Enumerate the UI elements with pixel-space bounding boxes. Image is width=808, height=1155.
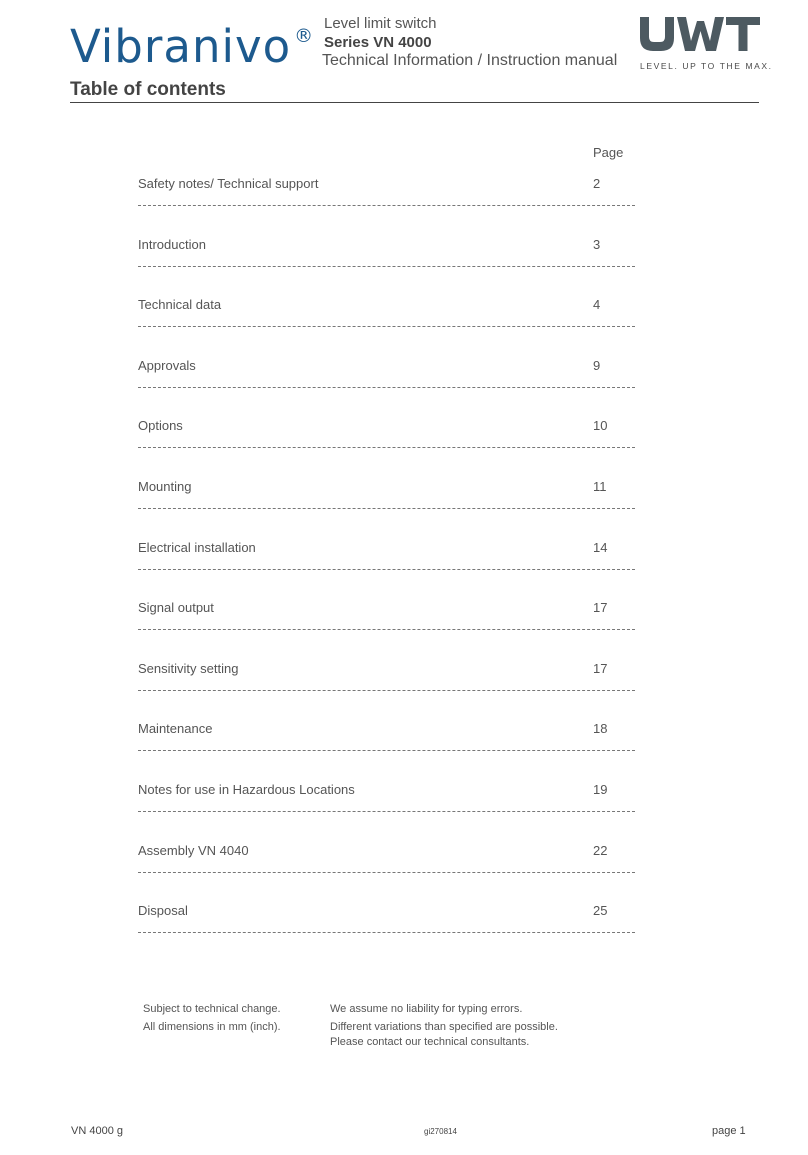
note-variations: Different variations than specified are possible. — [330, 1021, 558, 1033]
toc-item-page: 22 — [593, 842, 608, 858]
toc-page-header: Page — [593, 145, 624, 160]
toc-item-title: Sensitivity setting — [138, 660, 239, 676]
toc-item — [138, 843, 635, 904]
toc-item — [138, 661, 635, 722]
toc-item — [138, 297, 635, 358]
toc-dashed-separator — [138, 205, 635, 206]
toc-dashed-separator — [138, 690, 635, 691]
toc-dashed-separator — [138, 508, 635, 509]
section-title: Table of contents — [70, 79, 226, 100]
toc-item-title: Disposal — [138, 903, 188, 919]
note-technical-change: Subject to technical change. — [143, 1003, 281, 1015]
toc-item — [138, 782, 635, 843]
toc-item-page: 17 — [593, 660, 608, 676]
toc-item — [138, 358, 635, 419]
note-liability: We assume no liability for typing errors. — [330, 1003, 523, 1015]
toc-item-page: 19 — [593, 782, 608, 797]
toc-dashed-separator — [138, 447, 635, 448]
note-right — [330, 1002, 558, 1050]
toc-item-title: Approvals — [138, 357, 196, 373]
subtitle-product: Level limit switch — [324, 15, 437, 32]
registered-mark: ® — [294, 25, 315, 47]
note-contact: Please contact our technical consultants. — [330, 1036, 530, 1048]
toc-item-title: Safety notes/ Technical support — [138, 176, 319, 191]
toc-item-page: 18 — [593, 721, 608, 737]
toc-item — [138, 176, 635, 237]
logo-tagline: LEVEL. UP TO THE MAX. — [640, 61, 773, 71]
toc-item-page: 4 — [593, 297, 601, 313]
toc-item-title: Electrical installation — [138, 539, 256, 555]
footer-doc-id: VN 4000 g — [71, 1125, 123, 1137]
toc-item-title: Maintenance — [138, 721, 213, 737]
toc-item-title: Notes for use in Hazardous Locations — [138, 782, 355, 797]
toc-item-title: Introduction — [138, 236, 206, 252]
subtitle-doc-type: Technical Information / Instruction manual — [322, 52, 618, 69]
toc-dashed-separator — [138, 932, 635, 933]
toc-item — [138, 418, 635, 479]
toc-dashed-separator — [138, 872, 635, 873]
toc-item-title: Mounting — [138, 479, 192, 494]
toc-dashed-separator — [138, 326, 635, 327]
brand-title: Vibranivo ® — [70, 20, 315, 73]
toc-item-page: 2 — [593, 176, 601, 191]
toc-item-page: 25 — [593, 903, 608, 919]
toc-item-title: Options — [138, 418, 183, 434]
toc-item-title: Technical data — [138, 297, 222, 313]
footer-revision: gi270814 — [424, 1127, 457, 1136]
toc-item-page: 10 — [593, 418, 608, 434]
toc-item-page: 9 — [593, 357, 601, 373]
note-left — [143, 1002, 281, 1035]
toc-item-title: Signal output — [138, 600, 214, 616]
toc-dashed-separator — [138, 629, 635, 630]
toc-item — [138, 903, 635, 964]
footer-page-number: page 1 — [712, 1125, 746, 1137]
uwt-logo-icon — [640, 17, 760, 51]
toc-item-page: 14 — [593, 539, 608, 555]
header-divider — [70, 102, 759, 103]
toc-item-page: 17 — [593, 600, 608, 616]
toc-item — [138, 721, 635, 782]
toc-item-title: Assembly VN 4040 — [138, 842, 249, 858]
toc-dashed-separator — [138, 750, 635, 751]
toc-item — [138, 479, 635, 540]
toc-dashed-separator — [138, 266, 635, 267]
subtitle-series: Series VN 4000 — [324, 34, 432, 51]
note-dimensions: All dimensions in mm (inch). — [143, 1021, 281, 1033]
toc-item-page: 11 — [593, 479, 607, 494]
toc-item — [138, 237, 635, 298]
toc-item-page: 3 — [593, 236, 601, 252]
toc-item — [138, 600, 635, 661]
toc-item — [138, 540, 635, 601]
toc-dashed-separator — [138, 387, 635, 388]
toc-dashed-separator — [138, 811, 635, 812]
toc-dashed-separator — [138, 569, 635, 570]
